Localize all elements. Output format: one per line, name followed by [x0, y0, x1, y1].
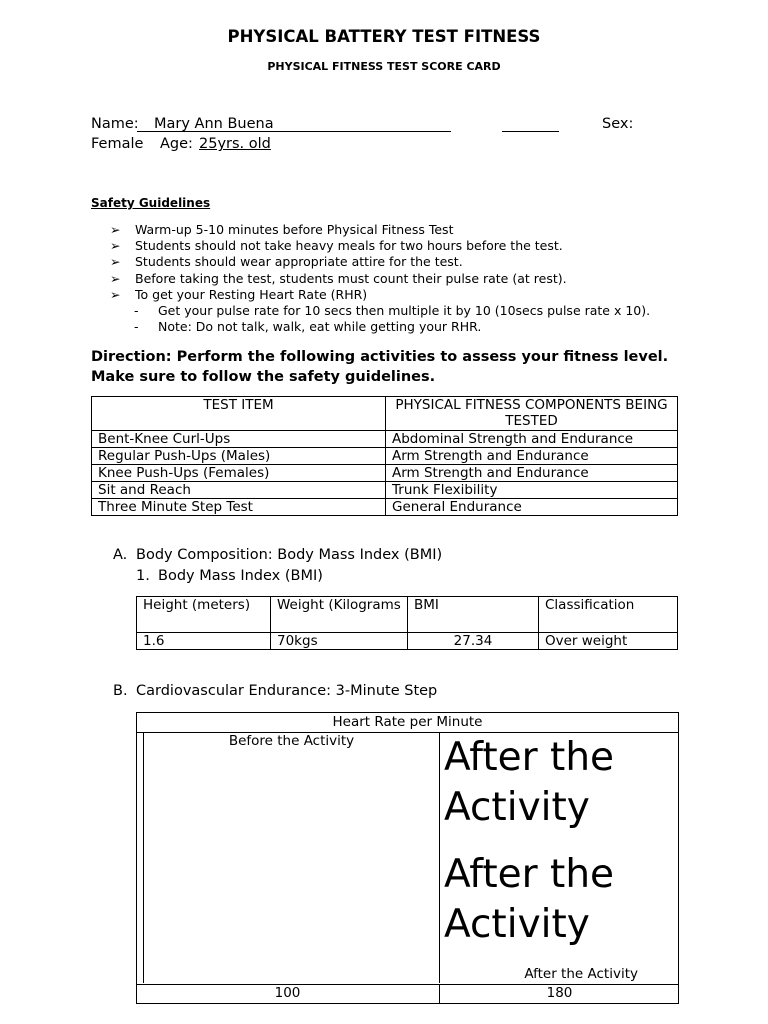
after-activity-label: After the Activity: [524, 966, 638, 982]
table-cell: General Endurance: [386, 499, 678, 516]
safety-subitem: [134, 303, 650, 318]
arrow-bullet-icon: ➢: [110, 254, 121, 269]
dash-bullet: -: [134, 303, 139, 318]
before-activity-value: 100: [274, 985, 301, 1001]
arrow-bullet-icon: ➢: [110, 287, 121, 302]
dash-bullet: -: [134, 319, 139, 334]
table-row: [137, 633, 678, 650]
table-row: [92, 482, 678, 499]
after-activity-label-large: After the Activity: [444, 735, 615, 830]
section-b-label: B.: [113, 683, 128, 699]
heart-rate-table-title: Heart Rate per Minute: [137, 713, 678, 733]
safety-item-text: Students should wear appropriate attire for the test.: [135, 254, 463, 269]
safety-item-text: Before taking the test, students must count their pulse rate (at rest).: [135, 271, 567, 286]
table-header: PHYSICAL FITNESS COMPONENTS BEING TESTED: [386, 397, 678, 431]
table-cell: Abdominal Strength and Endurance: [386, 431, 678, 448]
safety-subitem-text: Note: Do not talk, walk, eat while getting your RHR.: [158, 319, 482, 334]
name-value: Mary Ann Buena: [154, 116, 274, 132]
table-header-row: [137, 597, 678, 633]
age-label: Age:: [160, 136, 193, 152]
safety-subitem-text: Get your pulse rate for 10 secs then multiple it by 10 (10secs pulse rate x 10).: [158, 303, 651, 318]
arrow-bullet-icon: ➢: [110, 271, 121, 286]
table-cell: 27.34: [408, 633, 539, 650]
page-title: PHYSICAL BATTERY TEST FITNESS: [227, 27, 541, 46]
safety-item-text: Warm-up 5-10 minutes before Physical Fitness Test: [135, 222, 454, 237]
safety-heading: Safety Guidelines: [91, 196, 211, 210]
section-a-item-title: Body Mass Index (BMI): [158, 568, 323, 584]
table-cell: Three Minute Step Test: [92, 499, 386, 516]
table-cell: 1.6: [137, 633, 271, 650]
table-row: [92, 499, 678, 516]
safety-item: [110, 222, 453, 237]
name-label: Name:: [91, 116, 139, 132]
table-cell: Over weight: [539, 633, 678, 650]
section-a-label: A.: [113, 547, 128, 563]
table-cell: Regular Push-Ups (Males): [92, 448, 386, 465]
safety-item: [110, 238, 563, 253]
table-cell: Sit and Reach: [92, 482, 386, 499]
bmi-table: [136, 596, 678, 650]
direction-text: Direction: Perform the following activities to assess your fitness level. Make sure to follow the safety guidelines.: [91, 349, 669, 385]
table-cell: Trunk Flexibility: [386, 482, 678, 499]
arrow-bullet-icon: ➢: [110, 238, 121, 253]
before-activity-cell: [143, 733, 440, 983]
name-underline: [137, 131, 451, 132]
safety-item: [110, 271, 567, 286]
after-activity-value: 180: [439, 985, 679, 1003]
section-b-title: Cardiovascular Endurance: 3-Minute Step: [136, 683, 438, 699]
table-cell: Arm Strength and Endurance: [386, 448, 678, 465]
safety-item-text: Students should not take heavy meals for two hours before the test.: [135, 238, 563, 253]
safety-item: [110, 287, 367, 302]
table-cell: Bent-Knee Curl-Ups: [92, 431, 386, 448]
section-a-title: Body Composition: Body Mass Index (BMI): [136, 547, 443, 563]
table-header: TEST ITEM: [92, 397, 386, 431]
test-items-table: [91, 396, 678, 516]
table-header-row: [92, 397, 678, 431]
table-row: [92, 431, 678, 448]
after-activity-label-large: After the Activity: [444, 852, 615, 947]
blank-underline: [502, 131, 559, 132]
sex-label: Sex:: [602, 116, 634, 132]
before-activity-label: Before the Activity: [228, 733, 355, 749]
safety-subitem: [134, 319, 481, 334]
table-cell: Arm Strength and Endurance: [386, 465, 678, 482]
table-cell: Knee Push-Ups (Females): [92, 465, 386, 482]
safety-item-text: To get your Resting Heart Rate (RHR): [135, 287, 368, 302]
table-header: Height (meters): [137, 597, 271, 633]
section-a-item-label: 1.: [136, 568, 150, 584]
safety-item: [110, 254, 463, 269]
table-cell: 70kgs: [271, 633, 408, 650]
table-row: [92, 465, 678, 482]
page-subtitle: PHYSICAL FITNESS TEST SCORE CARD: [267, 60, 501, 73]
arrow-bullet-icon: ➢: [110, 222, 121, 237]
table-header: Classification: [539, 597, 678, 633]
age-value: 25yrs. old: [199, 136, 271, 152]
sex-value: Female: [91, 136, 144, 152]
table-header: BMI: [408, 597, 539, 633]
heart-rate-table: [136, 712, 679, 1004]
table-header: Weight (Kilograms: [271, 597, 408, 633]
after-activity-cell: [444, 733, 676, 983]
table-row: [92, 448, 678, 465]
